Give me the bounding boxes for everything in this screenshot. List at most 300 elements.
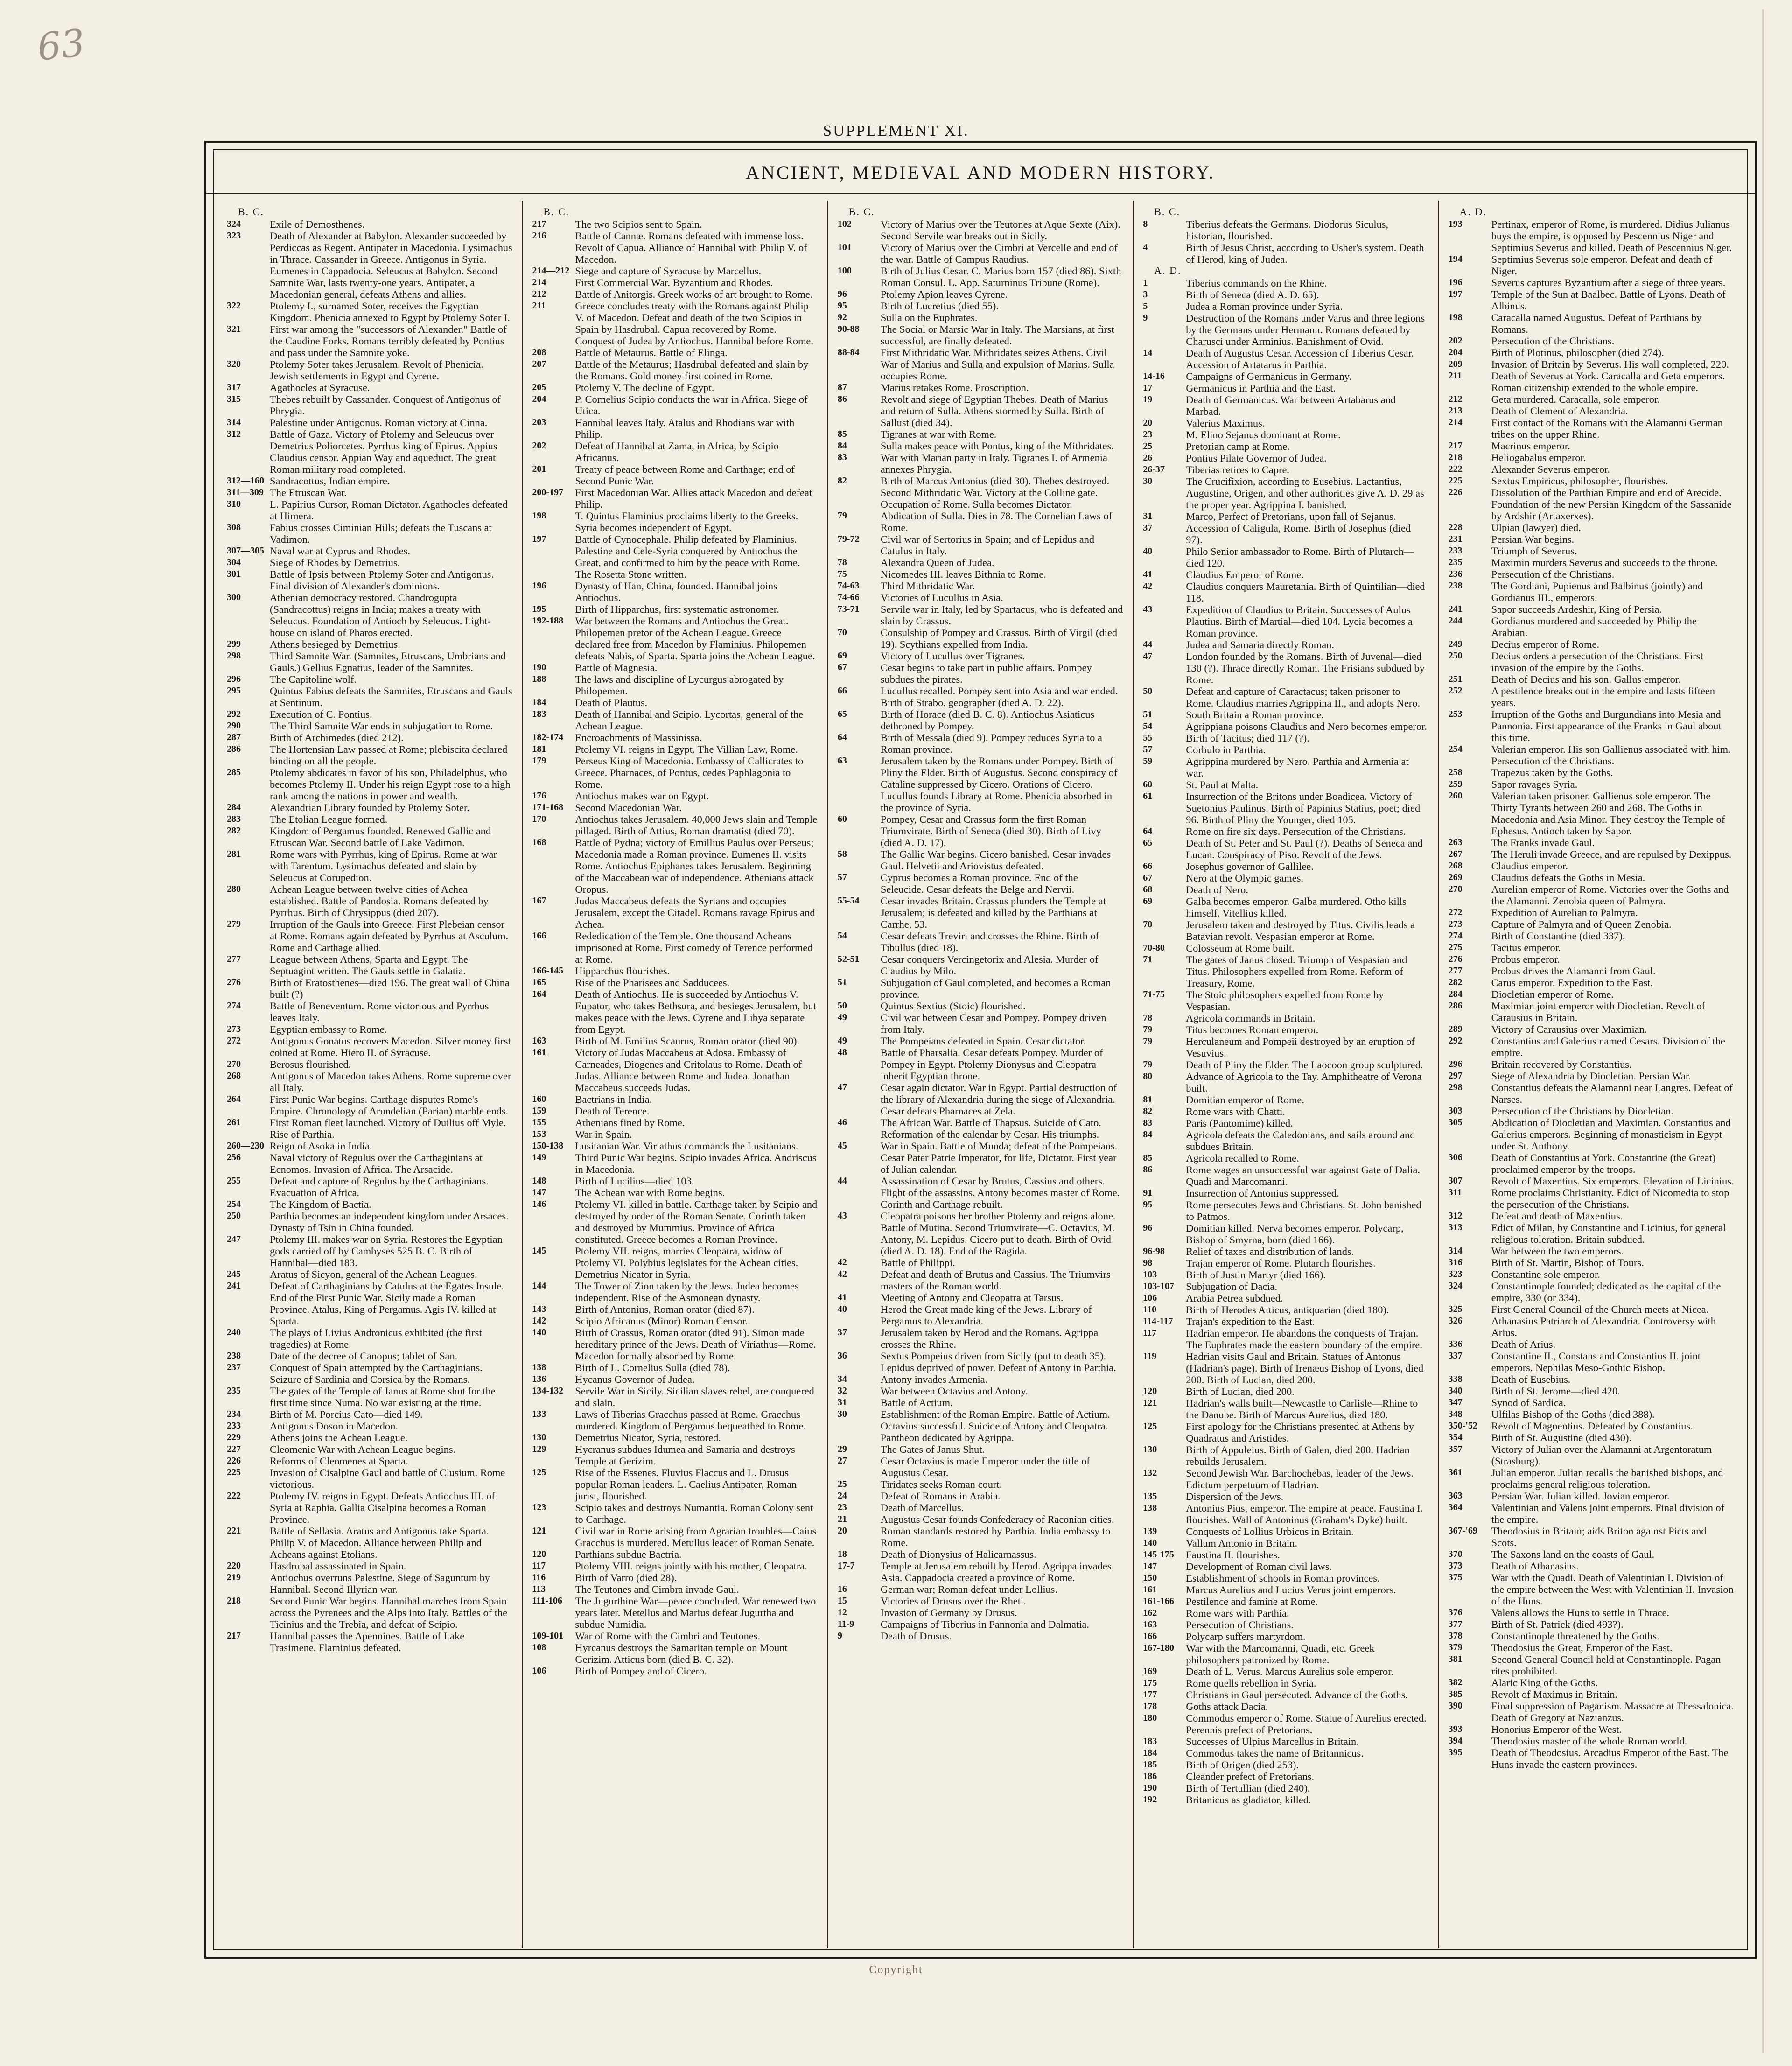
entry-year: 41: [1143, 569, 1153, 580]
entry-event: Pretorian camp at Rome.: [1186, 441, 1290, 452]
entry-year: 269: [1448, 872, 1463, 882]
entry-event: Persecution of the Christians by Diocletian.: [1491, 1105, 1674, 1117]
entry-event: Arabia Petrea subdued.: [1186, 1292, 1283, 1304]
entry-event: Defeat of Carthaginians by Catulus at the Egates Insule. End of the First Punic War. Sicily made a Roman Province. Atalus, King of Pergamus. Agis IV. killed at Sparta.: [270, 1280, 504, 1327]
entry-year: 193: [1448, 219, 1463, 229]
timeline-entry: [532, 988, 818, 1035]
entry-year: 377: [1448, 1619, 1463, 1629]
entry-year: 295: [227, 686, 241, 696]
entry-event: League between Athens, Sparta and Egypt. The Septuagint written. The Gauls settle in Galatia.: [270, 953, 468, 977]
entry-event: Galba becomes emperor. Galba murdered. Otho kills himself. Vitellius killed.: [1186, 896, 1407, 919]
entry-year: 181: [532, 744, 546, 754]
timeline-entry: [838, 1502, 1123, 1513]
entry-event: Maximin murders Severus and succeeds to the throne.: [1491, 557, 1718, 568]
entry-event: Julian emperor. Julian recalls the banished bishops, and proclaims general religious toleration.: [1491, 1467, 1723, 1490]
entry-event: The Social or Marsic War in Italy. The Marsians, at first successful, are finally defeated.: [880, 323, 1114, 347]
entry-year: 87: [837, 382, 847, 392]
entry-year: 64: [837, 732, 847, 742]
entry-event: Ptolemy V. The decline of Egypt.: [575, 382, 714, 393]
entry-year: 83: [837, 452, 847, 462]
entry-event: Athenians fined by Rome.: [575, 1117, 685, 1128]
timeline-entry: [1143, 1572, 1428, 1584]
entry-year: 23: [837, 1502, 847, 1513]
timeline-entry: [1143, 1701, 1428, 1712]
entry-year: 148: [532, 1176, 546, 1186]
timeline-entry: [1143, 1024, 1428, 1036]
entry-year: 145: [532, 1246, 546, 1256]
entry-year: 18: [837, 1549, 847, 1559]
entry-event: Ptolemy VI. killed in battle. Carthage taken by Scipio and destroyed by order of the Roman Senate. Corinth taken and destroyed by Mummius. Province of Africa constituted. Greece becomes a Roman Province.: [575, 1198, 818, 1245]
timeline-entry: [838, 650, 1123, 662]
entry-event: Rise of the Essenes. Fluvius Flaccus and L. Drusus popular Roman leaders. L. Caelius Antipater, Roman jurist, flourished.: [575, 1467, 797, 1502]
entry-event: Constantinople threatened by the Goths.: [1491, 1630, 1659, 1642]
entry-year: 214: [532, 277, 546, 287]
entry-year: 134-132: [532, 1386, 564, 1396]
entry-event: Ptolemy Soter takes Jerusalem. Revolt of Phenicia. Jewish settlements in Egypt and Cyrene.: [270, 358, 483, 382]
entry-event: Pontius Pilate Governor of Judea.: [1186, 452, 1327, 464]
entry-event: Victory of Judas Maccabeus at Adosa. Embassy of Carneades, Diogenes and Critolaus to Rome. Death of Judas. Alliance between Rome and Judea. Jonathan Maccabeus succeeds Judas.: [575, 1047, 802, 1093]
entry-year: 159: [532, 1106, 546, 1116]
entry-year: 40: [837, 1304, 847, 1314]
timeline-entry: [1143, 837, 1428, 861]
entry-year: 41: [837, 1292, 847, 1303]
timeline-entry: [1449, 743, 1734, 767]
timeline-entry: [1449, 312, 1734, 335]
entry-year: 125: [1143, 1421, 1157, 1431]
timeline-entry: [1143, 1689, 1428, 1701]
entry-event: Birth of Horace (died B. C. 8). Antiochus Asiaticus dethroned by Pompey.: [880, 708, 1095, 732]
timeline-entry: [1449, 335, 1734, 347]
timeline-entry: [838, 1175, 1123, 1210]
entry-year: 81: [1143, 1094, 1153, 1105]
entry-event: London founded by the Romans. Birth of Juvenal—died 130 (?). Thrace directly Roman. The Frisians subdued by Rome.: [1186, 651, 1425, 686]
entry-event: Judea and Samaria directly Roman.: [1186, 639, 1334, 651]
entry-year: 305: [1448, 1117, 1463, 1128]
timeline-columns: [217, 201, 1743, 1948]
entry-event: Battle of Cynocephale. Philip defeated by Flaminius. Palestine and Cele-Syria conquered by Antiochus the Great, and confirmed to him by the peace with Rome. The Rosetta Stone written.: [575, 533, 800, 580]
timeline-entry: [227, 1432, 512, 1443]
entry-event: Tiberius defeats the Germans. Diodorus Siculus, historian, flourished.: [1186, 218, 1389, 242]
timeline-entry: [227, 1572, 512, 1595]
entry-year: 307: [1448, 1176, 1463, 1186]
timeline-entry: [227, 417, 512, 428]
entry-event: Hannibal leaves Italy. Atalus and Rhodians war with Philip.: [575, 417, 795, 440]
timeline-entry: [1143, 1736, 1428, 1747]
entry-event: Demetrius Nicator, Syria, restored.: [575, 1432, 721, 1443]
entry-year: 138: [532, 1362, 546, 1373]
entry-year: 71-75: [1143, 989, 1165, 1000]
entry-event: Triumph of Severus.: [1491, 545, 1577, 557]
timeline-entry: [838, 510, 1123, 533]
entry-event: The gates of the Temple of Janus at Rome shut for the first time since Numa. No war existing at the time.: [270, 1385, 496, 1408]
timeline-entry: [838, 1455, 1123, 1478]
entry-event: The Gallic War begins. Cicero banished. Cesar invades Gaul. Helvetii and Ariovistus defeated.: [880, 848, 1111, 872]
timeline-entry: [227, 230, 512, 300]
entry-event: Second Macedonian War.: [575, 802, 682, 813]
timeline-entry: [227, 720, 512, 732]
timeline-entry: [1449, 883, 1734, 907]
timeline-entry: [838, 1035, 1123, 1047]
entry-event: Britanicus as gladiator, killed.: [1186, 1794, 1311, 1806]
entry-year: 279: [227, 919, 241, 929]
timeline-entry: [1143, 732, 1428, 744]
entry-year: 31: [1143, 511, 1153, 521]
timeline-entry: [1449, 1618, 1734, 1630]
timeline-entry: [1143, 1666, 1428, 1677]
timeline-entry: [1143, 1187, 1428, 1199]
entry-year: 43: [1143, 604, 1153, 615]
entry-event: Defeat and capture of Caractacus; taken prisoner to Rome. Claudius marries Agrippina II., and adopts Nero.: [1186, 686, 1421, 709]
entry-event: Battle of Magnesia.: [575, 662, 658, 673]
entry-event: Rededication of the Temple. One thousand Acheans imprisoned at Rome. First comedy of Terence performed at Rome.: [575, 930, 813, 965]
entry-event: First apology for the Christians presented at Athens by Quadratus and Aristides.: [1186, 1421, 1414, 1444]
timeline-entry: [838, 1595, 1123, 1607]
entry-event: First war among the "successors of Alexander." Battle of the Caudine Forks. Romans terribly defeated by Pontius and pass under the Samnite yoke.: [270, 323, 507, 358]
entry-year: 290: [227, 721, 241, 731]
entry-year: 120: [1143, 1386, 1157, 1396]
entry-year: 238: [227, 1351, 241, 1361]
entry-event: Athens besieged by Demetrius.: [270, 638, 400, 650]
timeline-entry: [1449, 1432, 1734, 1443]
entry-event: The Jugurthine War—peace concluded. War renewed two years later. Metellus and Marius defeat Jugurtha and subdue Numidia.: [575, 1595, 816, 1630]
entry-year: 153: [532, 1129, 546, 1139]
timeline-entry: [227, 685, 512, 708]
entry-event: Death of Eusebius.: [1491, 1373, 1571, 1385]
timeline-entry: [1449, 1070, 1734, 1082]
entry-year: 350-'52: [1448, 1421, 1477, 1431]
timeline-entry: [838, 580, 1123, 592]
timeline-entry: [838, 1583, 1123, 1595]
timeline-entry: [1143, 1794, 1428, 1806]
entry-event: Birth of Eratosthenes—died 196. The great wall of China built (?): [270, 977, 510, 1000]
entry-year: 84: [1143, 1129, 1153, 1140]
entry-event: Battle of Metaurus. Battle of Elinga.: [575, 347, 728, 358]
entry-year: 225: [1448, 476, 1463, 486]
timeline-entry: [1143, 1071, 1428, 1094]
entry-event: Constantine II., Constans and Constantius II. joint emperors. Nephilas Meso-Gothic Bishop.: [1491, 1350, 1701, 1373]
timeline-entry: [1143, 1712, 1428, 1736]
entry-event: Edict of Milan, by Constantine and Licinius, for general religious toleration. Britain subdued.: [1491, 1222, 1726, 1245]
entry-event: War of Rome with the Cimbri and Teutones.: [575, 1630, 761, 1642]
timeline-entry: [1449, 1385, 1734, 1397]
entry-event: Polycarp suffers martyrdom.: [1186, 1631, 1306, 1642]
entry-event: Alexander Severus emperor.: [1491, 463, 1610, 475]
history-table-frame: [204, 141, 1757, 1959]
entry-year: 109-101: [532, 1631, 564, 1641]
entry-event: Campaigns of Germanicus in Germany.: [1186, 371, 1352, 382]
timeline-entry: [227, 1408, 512, 1420]
timeline-entry: [1449, 1607, 1734, 1618]
timeline-entry: [532, 1175, 818, 1187]
timeline-entry: [1143, 1106, 1428, 1117]
entry-year: 225: [227, 1467, 241, 1478]
timeline-entry: [227, 382, 512, 393]
timeline-entry: [1449, 1700, 1734, 1723]
entry-year: 324: [227, 219, 241, 229]
entry-year: 301: [227, 569, 241, 579]
entry-event: Fabius crosses Ciminian Hills; defeats the Tuscans at Vadimon.: [270, 522, 492, 545]
entry-year: 197: [532, 534, 546, 544]
timeline-entry: [227, 1140, 512, 1152]
entry-year: 212: [532, 289, 546, 299]
timeline-entry: [1143, 1631, 1428, 1642]
entry-year: 74-63: [837, 581, 860, 591]
timeline-entry: [227, 1093, 512, 1117]
entry-event: Agrippiana poisons Claudius and Nero becomes emperor.: [1186, 721, 1427, 732]
timeline-entry: [532, 1128, 818, 1140]
entry-year: 37: [1143, 523, 1153, 533]
timeline-entry: [532, 580, 818, 603]
timeline-entry: [532, 1152, 818, 1175]
timeline-entry: [532, 977, 818, 988]
entry-event: Exile of Demosthenes.: [270, 218, 365, 230]
entry-year: 234: [227, 1409, 241, 1419]
entry-year: 198: [532, 511, 546, 521]
timeline-entry: [838, 382, 1123, 393]
entry-event: War with Marian party in Italy. Tigranes I. of Armenia annexes Phrygia.: [880, 452, 1107, 475]
entry-year: 66: [837, 686, 847, 696]
entry-year: 42: [837, 1257, 847, 1268]
entry-event: First Commercial War. Byzantium and Rhodes.: [575, 277, 773, 288]
timeline-entry: [838, 218, 1123, 242]
entry-event: Third Samnite War. (Samnites, Etruscans, Umbrians and Gauls.) Gellius Egnatius, leader of the Samnites.: [270, 650, 506, 673]
timeline-entry: [227, 1525, 512, 1560]
entry-event: Palestine under Antigonus. Roman victory at Cinna.: [270, 417, 488, 428]
entry-event: Battle of Sellasia. Aratus and Antigonus take Sparta. Philip V. of Macedon. Alliance between Philip and Acheans against Etolians.: [270, 1525, 489, 1560]
page-title: ANCIENT, MEDIEVAL AND MODERN HISTORY.: [746, 162, 1215, 183]
timeline-entry: [1449, 603, 1734, 615]
entry-year: 170: [532, 814, 546, 824]
entry-event: Invasion of Cisalpine Gaul and battle of Clusium. Rome victorious.: [270, 1467, 505, 1490]
timeline-entry: [1449, 533, 1734, 545]
entry-event: Persecution of the Christians.: [1491, 335, 1615, 347]
entry-event: Jerusalem taken by the Romans under Pompey. Birth of Pliny the Elder. Birth of Augustus. Second conspiracy of Cataline suppressed by Cicero. Orations of Cicero. Lucullus founds Library at Rome. Phenicia absorbed in the province of Syria.: [880, 755, 1118, 813]
entry-year: 214: [1448, 417, 1463, 427]
entry-year: 30: [837, 1409, 847, 1419]
entry-event: Cleomenic War with Achean League begins.: [270, 1443, 456, 1455]
entry-year: 92: [837, 312, 847, 322]
timeline-entry: [1449, 545, 1734, 557]
entry-year: 264: [227, 1094, 241, 1104]
entry-year: 195: [532, 604, 546, 614]
timeline-entry: [1143, 884, 1428, 896]
entry-event: The Kingdom of Bactia.: [270, 1198, 371, 1210]
timeline-entry: [1143, 1537, 1428, 1549]
timeline-entry: [532, 1105, 818, 1117]
entry-year: 233: [1448, 546, 1463, 556]
entry-event: Jerusalem taken and destroyed by Titus. Civilis leads a Batavian revolt. Vespasian emperor at Rome.: [1186, 919, 1415, 942]
timeline-entry: [838, 1513, 1123, 1525]
entry-year: 3: [1143, 289, 1148, 300]
entry-year: 270: [227, 1059, 241, 1069]
timeline-entry: [532, 1432, 818, 1443]
timeline-entry: [227, 1385, 512, 1408]
entry-year: 274: [1448, 931, 1463, 941]
entry-year: 298: [1448, 1082, 1463, 1093]
entry-event: L. Papirius Cursor, Roman Dictator. Agathocles defeated at Himera.: [270, 498, 508, 522]
timeline-entry: [532, 1047, 818, 1093]
entry-year: 272: [227, 1036, 241, 1046]
entry-year: 140: [1143, 1538, 1157, 1548]
entry-year: 68: [1143, 884, 1153, 895]
timeline-entry: [227, 1152, 512, 1175]
timeline-entry: [1143, 1281, 1428, 1292]
timeline-entry: [1449, 1688, 1734, 1700]
timeline-entry: [838, 1490, 1123, 1502]
entry-event: Revolt of Maximus in Britain.: [1491, 1688, 1618, 1700]
entry-event: Hadrian's walls built—Newcastle to Carlisle—Rhine to the Danube. Birth of Marcus Aurelius, died 180.: [1186, 1397, 1418, 1421]
entry-year: 26-37: [1143, 464, 1165, 475]
entry-event: Death of Athanasius.: [1491, 1560, 1579, 1572]
entry-event: Honorius Emperor of the West.: [1491, 1723, 1622, 1735]
entry-year: 292: [227, 709, 241, 719]
timeline-entry: [1449, 650, 1734, 673]
timeline-entry: [1449, 580, 1734, 603]
timeline-entry: [532, 1093, 818, 1105]
timeline-entry: [532, 965, 818, 977]
timeline-entry: [838, 1525, 1123, 1548]
entry-year: 125: [532, 1467, 546, 1478]
entry-year: 315: [227, 394, 241, 404]
timeline-entry: [838, 312, 1123, 323]
entry-year: 241: [227, 1281, 241, 1291]
timeline-entry: [1143, 464, 1428, 476]
timeline-entry: [1143, 289, 1428, 301]
timeline-entry: [532, 1502, 818, 1525]
entry-event: Birth of Lucilius—died 103.: [575, 1175, 694, 1187]
entry-event: Battle of Gaza. Victory of Ptolemy and Seleucus over Demetrius Poliorcetes. Pyrrhus king of Epirus. Appius Claudius censor. Appian Way and aqueduct. The great Roman military road completed.: [270, 428, 497, 475]
era-heading: A. D.: [1154, 265, 1182, 276]
timeline-entry: [227, 1630, 512, 1653]
entry-year: 90-88: [837, 324, 860, 334]
page-edge-shadow: [1762, 9, 1764, 2053]
era-heading: B. C.: [543, 206, 570, 217]
entry-event: Expedition of Claudius to Britain. Successes of Aulus Plautius. Birth of Martial—died 104. Lycia becomes a Roman province.: [1186, 604, 1413, 639]
entry-year: 212: [1448, 394, 1463, 404]
entry-event: The Stoic philosophers expelled from Rome by Vespasian.: [1186, 989, 1384, 1012]
entry-year: 357: [1448, 1444, 1463, 1454]
timeline-entry: [532, 1198, 818, 1245]
timeline-entry: [532, 1315, 818, 1327]
timeline-entry: [227, 708, 512, 720]
entry-year: 79: [1143, 1024, 1153, 1035]
entry-event: Cyprus becomes a Roman province. End of the Seleucide. Cesar defeats the Belge and Nervii.: [880, 872, 1078, 895]
timeline-entry: [1449, 860, 1734, 872]
timeline-entry: [227, 1443, 512, 1455]
entry-event: Invasion of Germany by Drusus.: [880, 1607, 1017, 1618]
entry-year: 395: [1448, 1747, 1463, 1758]
entry-year: 276: [1448, 954, 1463, 964]
entry-year: 67: [1143, 873, 1153, 883]
entry-event: Development of Roman civil laws.: [1186, 1561, 1332, 1572]
entry-event: Defeat and death of Maxentius.: [1491, 1210, 1623, 1222]
entry-year: 121: [1143, 1398, 1157, 1408]
entry-event: The laws and discipline of Lycurgus abrogated by Philopemen.: [575, 673, 784, 697]
entry-event: Cleander prefect of Pretorians.: [1186, 1771, 1315, 1782]
entry-year: 201: [532, 464, 546, 474]
entry-year: 5: [1143, 301, 1148, 311]
timeline-entry: [227, 1420, 512, 1432]
entry-year: 142: [532, 1316, 546, 1326]
timeline-entry: [838, 265, 1123, 288]
timeline-entry: [227, 813, 512, 825]
entry-year: 348: [1448, 1409, 1463, 1419]
timeline-entry: [838, 242, 1123, 265]
entry-event: Death of Alexander at Babylon. Alexander succeeded by Perdiccas as Regent. Antipater in Macedonia. Lysimachus in Thrace. Cassander in Greece. Antigonus in Syria. Eumenes in Cappadocia. Seleucus at Babylon. Second Samnite War, lasts twenty-one years. Antipater, a Macedonian general, defeats Athens and allies.: [270, 230, 512, 300]
entry-event: Ulfilas Bishop of the Goths (died 388).: [1491, 1408, 1655, 1420]
timeline-entry: [838, 568, 1123, 580]
entry-year: 312: [227, 429, 241, 439]
timeline-entry: [227, 977, 512, 1000]
timeline-entry: [532, 708, 818, 732]
entry-year: 119: [1143, 1351, 1157, 1361]
entry-event: The Tower of Zion taken by the Jews. Judea becomes independent. Rise of the Asmonean dynasty.: [575, 1280, 799, 1303]
timeline-entry: [227, 1070, 512, 1093]
timeline-entry: [532, 393, 818, 417]
entry-year: 289: [1448, 1024, 1463, 1034]
entry-year: 231: [1448, 534, 1463, 544]
timeline-entry: [838, 533, 1123, 557]
entry-event: Birth of Varro (died 28).: [575, 1572, 677, 1583]
entry-event: Birth of M. Emilius Scaurus, Roman orator (died 90).: [575, 1035, 800, 1047]
entry-year: 116: [532, 1572, 546, 1583]
entry-event: Aratus of Sicyon, general of the Achean Leagues.: [270, 1268, 477, 1280]
timeline-entry: [838, 1000, 1123, 1012]
entry-event: Diocletian emperor of Rome.: [1491, 988, 1614, 1000]
entry-event: Accession of Caligula, Rome. Birth of Josephus (died 97).: [1186, 522, 1411, 546]
entry-year: 249: [1448, 639, 1463, 649]
timeline-entry: [1449, 930, 1734, 942]
entry-year: 274: [227, 1001, 241, 1011]
entry-event: Revolt of Magnentius. Defeated by Constantius.: [1491, 1420, 1693, 1432]
entry-event: Constantinople founded; dedicated as the capital of the empire, 330 (or 334).: [1491, 1280, 1721, 1303]
entry-event: Philo Senior ambassador to Rome. Birth of Plutarch—died 120.: [1186, 546, 1414, 569]
entry-year: 60: [837, 814, 847, 824]
entry-year: 375: [1448, 1572, 1463, 1583]
entry-event: Trapezus taken by the Goths.: [1491, 767, 1613, 778]
timeline-entry: [1449, 1152, 1734, 1175]
supplement-label: SUPPLEMENT XI.: [823, 122, 969, 140]
entry-year: 259: [1448, 779, 1463, 789]
entry-event: Theodosius master of the whole Roman world.: [1491, 1735, 1687, 1747]
entry-event: Ptolemy IV. reigns in Egypt. Defeats Antiochus III. of Syria at Raphia. Gallia Cisalpina becomes a Roman Province.: [270, 1490, 495, 1525]
entry-event: Domitian killed. Nerva becomes emperor. Polycarp, Bishop of Smyrna, born (died 166).: [1186, 1222, 1404, 1246]
timeline-entry: [1449, 1723, 1734, 1735]
entry-event: Sapor ravages Syria.: [1491, 778, 1578, 790]
entry-year: 218: [1448, 452, 1463, 462]
entry-year: 179: [532, 756, 546, 766]
timeline-entry: [532, 813, 818, 837]
timeline-entry: [1143, 1782, 1428, 1794]
entry-year: 57: [1143, 744, 1153, 755]
entry-event: Tigranes at war with Rome.: [880, 428, 997, 440]
timeline-entry: [838, 708, 1123, 732]
timeline-entry: [532, 358, 818, 382]
entry-event: Probus drives the Alamanni from Gaul.: [1491, 965, 1656, 977]
entry-event: Consulship of Pompey and Crassus. Birth of Virgil (died 19). Scythians expelled from India.: [880, 627, 1118, 650]
entry-event: Rome on fire six days. Persecution of the Christians.: [1186, 826, 1406, 837]
entry-event: Antigonus Doson in Macedon.: [270, 1420, 398, 1432]
timeline-entry: [1143, 1467, 1428, 1491]
entry-year: 103-107: [1143, 1281, 1174, 1291]
timeline-entry: [1449, 790, 1734, 837]
entry-event: Constantius defeats the Alamanni near Langres. Defeat of Narses.: [1491, 1082, 1733, 1105]
timeline-entry: [838, 1408, 1123, 1443]
entry-year: 65: [837, 709, 847, 719]
entry-event: Death of Pliny the Elder. The Laocoon group sculptured.: [1186, 1059, 1423, 1071]
timeline-entry: [1143, 1759, 1428, 1771]
entry-event: Victory of Marius over the Cimbri at Vercelle and end of the war. Battle of Campus Raudius.: [880, 242, 1118, 265]
